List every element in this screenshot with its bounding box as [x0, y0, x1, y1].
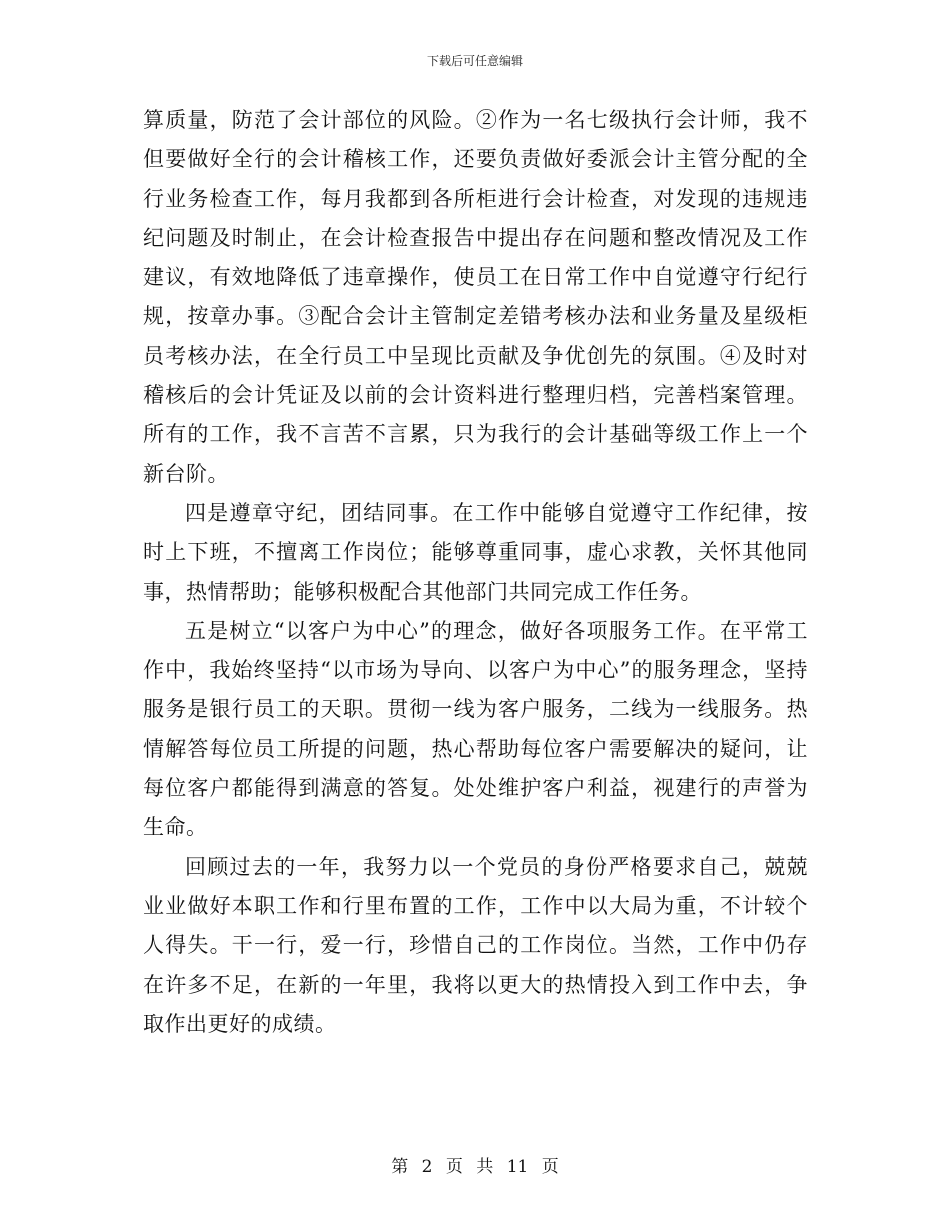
footer-suffix: 页	[541, 1157, 559, 1177]
paragraph-1: 算质量，防范了会计部位的风险。②作为一名七级执行会计师，我不但要做好全行的会计稽核工作，还要负责做好委派会计主管分配的全行业务检查工作，每月我都到各所柜进行会计检查，对发现的违规违纪问题及时制止，在会计检查报告中提出存在问题和整改情况及工作建议，有效地降低了违章操作，使员工在日常工作中自觉遵守行纪行规，按章办事。③配合会计主管制定差错考核办法和业务量及星级柜员考核办法，在全行员工中呈现比贡献及争优创先的氛围。④及时对稽核后的会计凭证及以前的会计资料进行整理归档，完善档案管理。所有的工作，我不言苦不言累，只为我行的会计基础等级工作上一个新台阶。	[143, 108, 808, 486]
footer-total-pages: 11	[506, 1157, 529, 1177]
page-footer	[0, 1156, 950, 1178]
paragraph-3: 五是树立“以客户为中心”的理念，做好各项服务工作。在平常工作中，我始终坚持“以市场为导向、以客户为中心”的服务理念，坚持服务是银行员工的天职。贯彻一线为客户服务，二线为一线服务。热情解答每位员工所提的问题，热心帮助每位客户需要解决的疑问，让每位客户都能得到满意的答复。处处维护客户利益，视建行的声誉为生命。	[143, 618, 808, 840]
footer-current-page: 2	[421, 1157, 433, 1177]
paragraph-2: 四是遵章守纪，团结同事。在工作中能够自觉遵守工作纪律，按时上下班，不擅离工作岗位；能够尊重同事，虚心求教，关怀其他同事，热情帮助；能够积极配合其他部门共同完成工作任务。	[143, 500, 808, 604]
footer-prefix: 第	[391, 1157, 409, 1177]
footer-middle: 页	[445, 1157, 463, 1177]
footer-total-label: 共	[476, 1157, 494, 1177]
page-header	[0, 53, 950, 69]
paragraph-4: 回顾过去的一年，我努力以一个党员的身份严格要求自己，兢兢业业做好本职工作和行里布置的工作，工作中以大局为重，不计较个人得失。干一行，爱一行，珍惜自己的工作岗位。当然，工作中仍存在许多不足，在新的一年里，我将以更大的热情投入到工作中去，争取作出更好的成绩。	[143, 854, 808, 1036]
document-body	[143, 101, 808, 1044]
header-text: 下载后可任意编辑	[426, 54, 523, 68]
